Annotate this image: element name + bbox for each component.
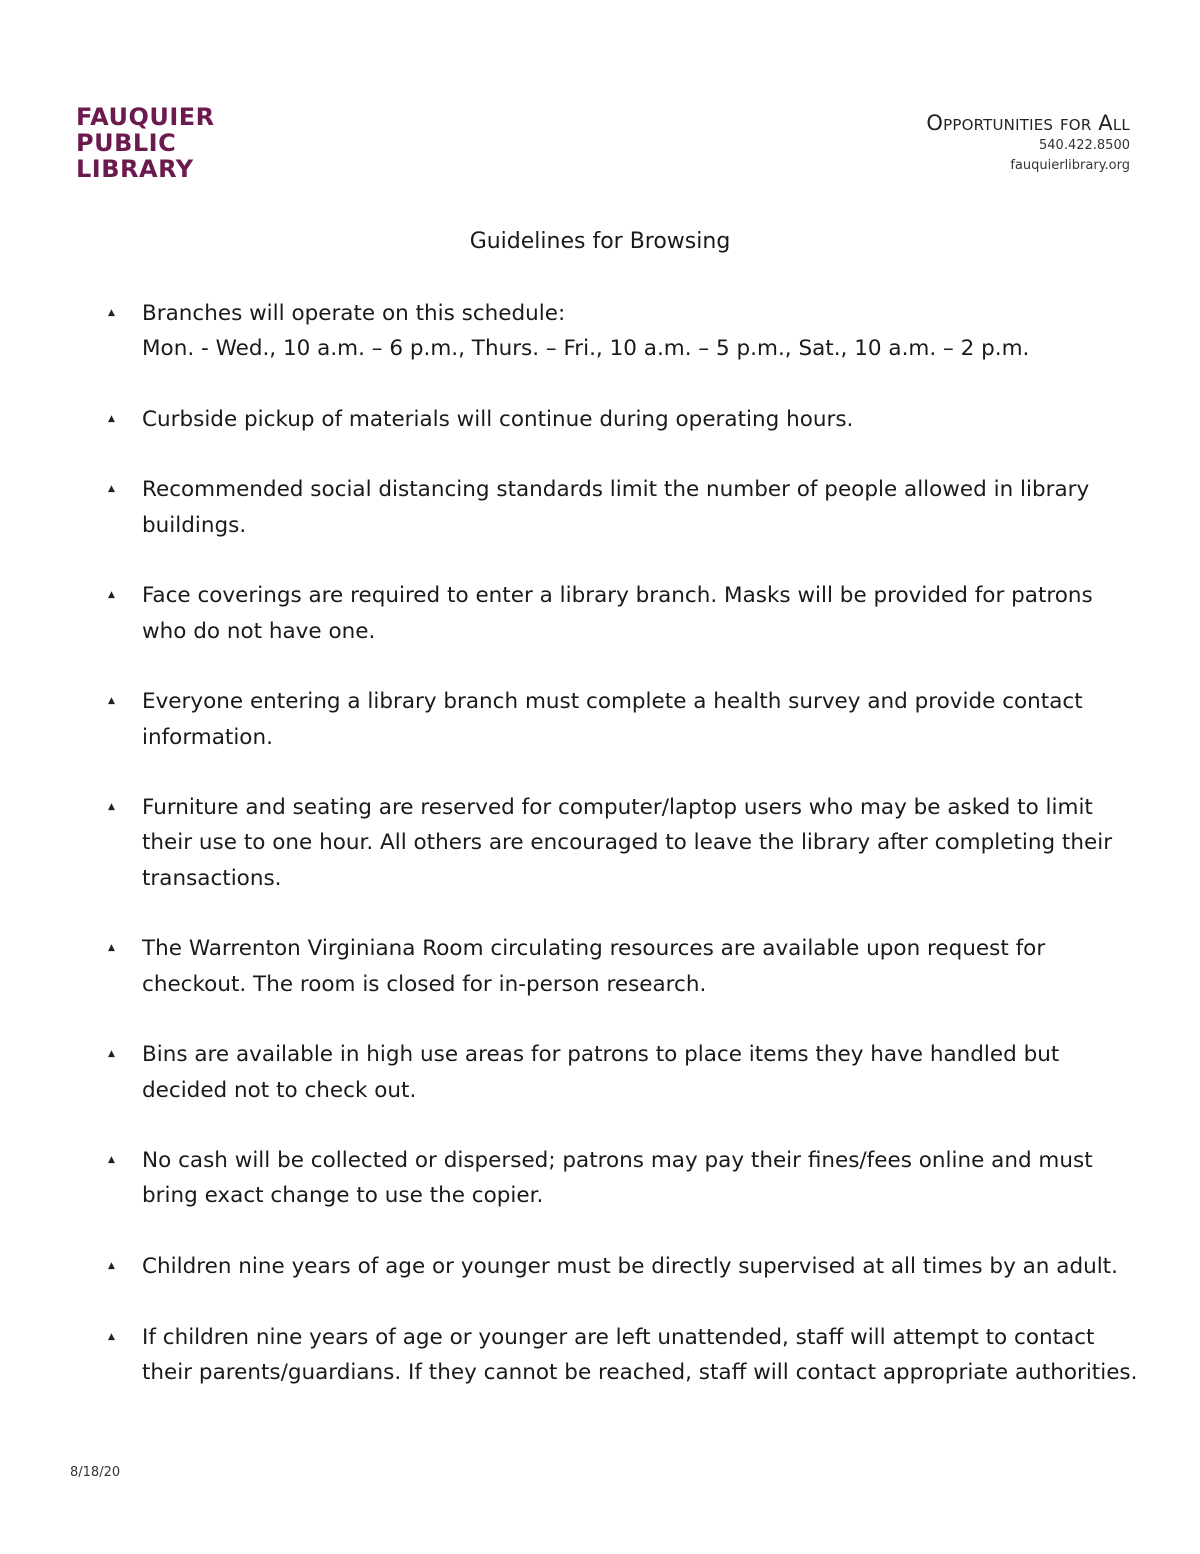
triangle-bullet-icon: ▲ <box>108 484 115 495</box>
triangle-bullet-icon: ▲ <box>108 590 115 601</box>
guideline-item <box>108 1249 1138 1284</box>
contact-block <box>926 110 1130 176</box>
document-date: 8/18/20 <box>70 1465 121 1480</box>
triangle-bullet-icon: ▲ <box>108 413 115 424</box>
guideline-line: The Warrenton Virginiana Room circulating resources are available upon request for checkout. The room is closed for in-person research. <box>142 936 1046 997</box>
guideline-text <box>142 1320 1138 1391</box>
triangle-bullet-icon: ▲ <box>108 1049 115 1060</box>
guideline-text <box>142 931 1138 1002</box>
guideline-text <box>142 472 1138 543</box>
guideline-line: Children nine years of age or younger must be directly supervised at all times by an adult. <box>142 1254 1118 1280</box>
guideline-item <box>108 1143 1138 1214</box>
guideline-text <box>142 1249 1138 1284</box>
guideline-line: If children nine years of age or younger are left unattended, staff will attempt to contact their parents/guardians. If they cannot be reached, staff will contact appropriate authorities. <box>142 1324 1138 1385</box>
library-logo <box>76 104 215 182</box>
guideline-item <box>108 578 1138 649</box>
triangle-bullet-icon: ▲ <box>108 696 115 707</box>
triangle-bullet-icon: ▲ <box>108 1261 115 1272</box>
guideline-line: Bins are available in high use areas for patrons to place items they have handled but decided not to check out. <box>142 1042 1060 1103</box>
website: fauquierlibrary.org <box>1010 158 1130 173</box>
guideline-item <box>108 931 1138 1002</box>
guideline-line: Mon. - Wed., 10 a.m. – 6 p.m., Thurs. – Fri., 10 a.m. – 5 p.m., Sat., 10 a.m. – 2 p.m. <box>142 336 1030 362</box>
guideline-item <box>108 790 1138 896</box>
phone-number: 540.422.8500 <box>1039 138 1130 153</box>
triangle-bullet-icon: ▲ <box>108 802 115 813</box>
guideline-text <box>142 402 1138 437</box>
guideline-line: Face coverings are required to enter a library branch. Masks will be provided for patrons who do not have one. <box>142 583 1093 644</box>
guideline-line: Furniture and seating are reserved for computer/laptop users who may be asked to limit their use to one hour. All others are encouraged to leave the library after completing their transactions. <box>142 795 1113 891</box>
guideline-item <box>108 296 1138 367</box>
guideline-item <box>108 684 1138 755</box>
guideline-item <box>108 1037 1138 1108</box>
tagline: Opportunities for All <box>926 111 1130 135</box>
logo-line: FAUQUIER <box>76 103 215 131</box>
guideline-line: Branches will operate on this schedule: <box>142 301 566 326</box>
guideline-line: Curbside pickup of materials will continue during operating hours. <box>142 406 854 432</box>
triangle-bullet-icon: ▲ <box>108 308 115 318</box>
guideline-line: Everyone entering a library branch must complete a health survey and provide contact information. <box>142 689 1083 750</box>
guideline-text <box>142 790 1138 896</box>
logo-line: LIBRARY <box>76 155 194 183</box>
logo-line: PUBLIC <box>76 129 177 157</box>
guideline-item <box>108 402 1138 437</box>
triangle-bullet-icon: ▲ <box>108 1155 115 1166</box>
guideline-text <box>142 1143 1138 1214</box>
page-title: Guidelines for Browsing <box>469 229 731 254</box>
guideline-text <box>142 684 1138 755</box>
guidelines-list <box>108 296 1138 1426</box>
guideline-item <box>108 1320 1138 1391</box>
guideline-line: Recommended social distancing standards limit the number of people allowed in library buildings. <box>142 477 1090 538</box>
guideline-line: No cash will be collected or dispersed; patrons may pay their fines/fees online and must bring exact change to use the copier. <box>142 1148 1093 1209</box>
guideline-item <box>108 472 1138 543</box>
triangle-bullet-icon: ▲ <box>108 1331 115 1342</box>
triangle-bullet-icon: ▲ <box>108 943 115 954</box>
guideline-text <box>142 296 1138 367</box>
guideline-text <box>142 578 1138 649</box>
guideline-text <box>142 1037 1138 1108</box>
